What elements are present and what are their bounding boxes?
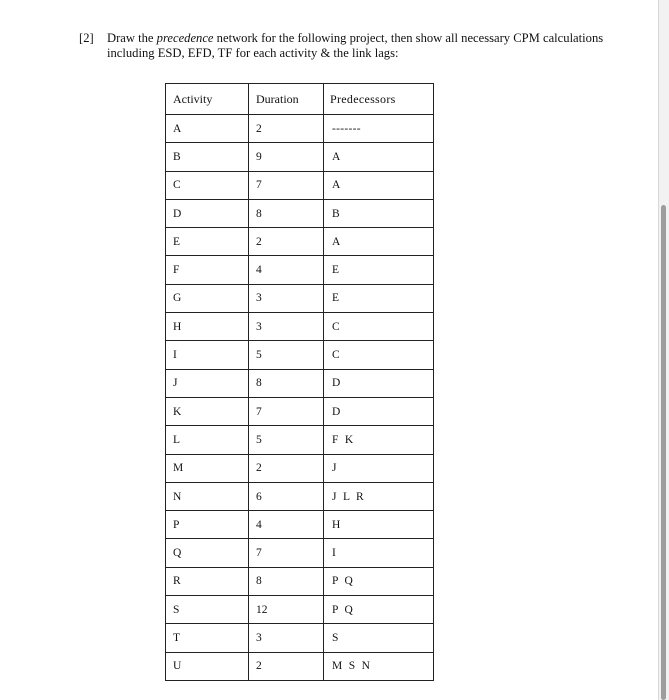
table-row (166, 115, 434, 143)
predecessors-cell: P Q (324, 567, 434, 595)
table-row (166, 284, 434, 312)
question-number: [2] (79, 31, 94, 45)
activity-cell: E (166, 228, 249, 256)
predecessors-cell: A (324, 228, 434, 256)
duration-cell: 8 (249, 567, 324, 595)
duration-cell: 4 (249, 256, 324, 284)
table-row (166, 454, 434, 482)
table-row (166, 228, 434, 256)
question-emphasis: precedence (156, 31, 214, 45)
duration-cell: 8 (249, 199, 324, 227)
question-body (107, 31, 619, 61)
activity-cell: N (166, 482, 249, 510)
duration-cell: 9 (249, 143, 324, 171)
duration-cell: 5 (249, 341, 324, 369)
table-header-row (166, 84, 434, 115)
question-text-part: Draw the (107, 31, 157, 45)
scrollbar-thumb[interactable] (661, 205, 666, 700)
activity-cell: J (166, 369, 249, 397)
predecessors-cell: A (324, 143, 434, 171)
activity-cell: P (166, 511, 249, 539)
table-row (166, 511, 434, 539)
duration-cell: 3 (249, 624, 324, 652)
table-row (166, 397, 434, 425)
predecessors-cell: B (324, 199, 434, 227)
duration-cell: 7 (249, 397, 324, 425)
predecessors-cell: C (324, 341, 434, 369)
predecessors-cell: E (324, 256, 434, 284)
table-row (166, 256, 434, 284)
table-row (166, 369, 434, 397)
duration-cell: 3 (249, 284, 324, 312)
table-row (166, 426, 434, 454)
duration-cell: 3 (249, 313, 324, 341)
duration-cell: 7 (249, 539, 324, 567)
activity-cell: D (166, 199, 249, 227)
activity-table (165, 83, 434, 681)
table-row (166, 341, 434, 369)
predecessors-cell: P Q (324, 596, 434, 624)
duration-cell: 2 (249, 228, 324, 256)
predecessors-cell: F K (324, 426, 434, 454)
table-row (166, 652, 434, 680)
predecessors-cell: H (324, 511, 434, 539)
duration-cell: 2 (249, 454, 324, 482)
predecessors-cell: A (324, 171, 434, 199)
predecessors-cell: I (324, 539, 434, 567)
duration-cell: 2 (249, 115, 324, 143)
header-duration: Duration (249, 84, 324, 115)
activity-cell: U (166, 652, 249, 680)
duration-cell: 2 (249, 652, 324, 680)
activity-cell: A (166, 115, 249, 143)
predecessors-cell: J L R (324, 482, 434, 510)
table-row (166, 624, 434, 652)
activity-cell: S (166, 596, 249, 624)
table-row (166, 596, 434, 624)
table-row (166, 171, 434, 199)
predecessors-cell: D (324, 369, 434, 397)
activity-cell: L (166, 426, 249, 454)
predecessors-cell: D (324, 397, 434, 425)
duration-cell: 12 (249, 596, 324, 624)
predecessors-cell: E (324, 284, 434, 312)
activity-cell: F (166, 256, 249, 284)
duration-cell: 4 (249, 511, 324, 539)
activity-cell: I (166, 341, 249, 369)
question-text-part: network for the following project, then show all necessary CPM calculations including ESD, EFD, TF for each activity & the link lags: (107, 31, 604, 60)
activity-cell: Q (166, 539, 249, 567)
table-row (166, 143, 434, 171)
table-row (166, 199, 434, 227)
duration-cell: 6 (249, 482, 324, 510)
activity-cell: C (166, 171, 249, 199)
predecessors-cell: M S N (324, 652, 434, 680)
activity-cell: H (166, 313, 249, 341)
activity-cell: G (166, 284, 249, 312)
predecessors-cell: C (324, 313, 434, 341)
predecessors-cell: ------- (324, 115, 434, 143)
duration-cell: 5 (249, 426, 324, 454)
predecessors-cell: J (324, 454, 434, 482)
table-row (166, 313, 434, 341)
activity-cell: R (166, 567, 249, 595)
duration-cell: 8 (249, 369, 324, 397)
table-row (166, 567, 434, 595)
table-row (166, 482, 434, 510)
question-text (79, 31, 619, 61)
table-row (166, 539, 434, 567)
activity-cell: K (166, 397, 249, 425)
duration-cell: 7 (249, 171, 324, 199)
predecessors-cell: S (324, 624, 434, 652)
activity-cell: B (166, 143, 249, 171)
activity-cell: T (166, 624, 249, 652)
header-predecessors: Predecessors (324, 84, 434, 115)
activity-cell: M (166, 454, 249, 482)
header-activity: Activity (166, 84, 249, 115)
